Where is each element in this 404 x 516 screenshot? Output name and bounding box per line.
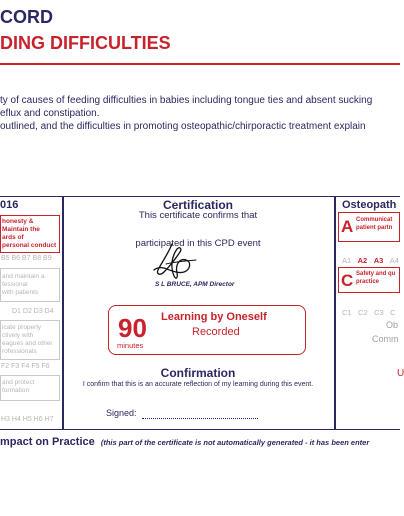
code-a4: A4 xyxy=(389,256,399,265)
impact-note-suffix: automatically generated - it has been enter xyxy=(215,438,370,447)
page-subtitle: DING DIFFICULTIES xyxy=(0,33,171,53)
column-divider-right xyxy=(334,196,336,430)
header-divider xyxy=(0,63,400,65)
standard-h-label-2: formation xyxy=(2,387,30,394)
standard-b-label-3: ards of xyxy=(2,234,24,241)
signature-image xyxy=(150,240,200,282)
theme-c-label-1: Safety and qu xyxy=(356,271,396,277)
learning-type-title: Learning by Oneself xyxy=(161,311,267,323)
description-line-2: eflux and constipation. xyxy=(0,108,100,119)
code-c1: C1 xyxy=(342,308,352,317)
standard-h-codes: H3 H4 H5 H6 H7 xyxy=(1,416,54,423)
standard-f-label-4: rofessionals xyxy=(2,348,37,355)
standard-b-label-2: Maintain the xyxy=(2,226,40,233)
theme-a-letter: A xyxy=(341,217,354,236)
theme-a-label-1: Communicat xyxy=(356,217,393,223)
certification-participated-text: participated in this CPD event xyxy=(135,238,261,249)
hours-unit: minutes xyxy=(117,341,144,350)
standard-h-label-1: and protect xyxy=(2,379,35,386)
impact-note-prefix: (this part of the certificate is xyxy=(100,438,204,447)
standard-f-codes: F2 F3 F4 F5 F6 xyxy=(1,363,50,370)
standard-f-label-1: icate properly xyxy=(2,324,42,331)
page-title: CORD xyxy=(0,7,53,27)
certification-confirms-text: This certificate confirms that xyxy=(138,210,258,221)
standard-f-label-3: eagues and other xyxy=(2,340,53,347)
standard-d-box xyxy=(0,268,60,302)
standard-b-label-4: personal conduct xyxy=(2,242,57,249)
impact-note xyxy=(101,438,369,447)
learning-status: Recorded xyxy=(192,326,240,338)
objectives-label: Ob xyxy=(386,320,399,330)
code-a2: A2 xyxy=(357,256,368,265)
standard-d-label-1: and maintain a xyxy=(2,273,45,280)
standards-heading: 016 xyxy=(0,199,19,211)
theme-a-box xyxy=(338,212,400,242)
standard-f-label-2: ctively with xyxy=(2,332,34,339)
confirmation-text: I confirm that this is an accurate reflection of my learning during this event. xyxy=(82,381,314,388)
standard-d-label-3: with patients xyxy=(2,289,39,296)
standard-d-codes: D1 D2 D3 D4 xyxy=(12,308,54,315)
description-line-1: ty of causes of feeding difficulties in babies including tongue ties and absent sucking xyxy=(0,95,373,106)
standard-b-label-1: honesty & xyxy=(2,218,34,225)
standard-b-codes: B5 B6 B7 B8 B9 xyxy=(1,255,52,262)
code-a3: A3 xyxy=(373,256,384,265)
code-c2: C2 xyxy=(358,308,368,317)
standard-h-box xyxy=(0,375,60,401)
code-c4: C xyxy=(390,308,396,317)
trailing-red-text: U xyxy=(397,368,404,379)
code-a1: A1 xyxy=(342,256,352,265)
impact-note-bold: not xyxy=(203,438,216,447)
certification-title: Certification xyxy=(162,198,233,212)
column-divider-left xyxy=(62,196,64,430)
signatory-name: S L BRUCE, APM Director xyxy=(155,281,235,288)
standard-f-box xyxy=(0,320,60,360)
description-line-3: outlined, and the difficulties in promoting osteopathic/chirporactic treatment explain xyxy=(0,121,366,132)
standard-d-label-2: fessional xyxy=(2,281,28,288)
communication-label: Comm xyxy=(372,334,399,344)
standard-b-box xyxy=(0,215,60,253)
impact-heading-text: mpact on Practice xyxy=(0,436,95,448)
code-c3: C3 xyxy=(374,308,384,317)
theme-c-box xyxy=(338,267,400,293)
theme-c-codes xyxy=(342,302,396,320)
theme-a-codes xyxy=(342,250,399,268)
signed-label: Signed: xyxy=(106,408,137,418)
osteopath-standards-heading: Osteopath xyxy=(342,199,397,211)
theme-c-letter: C xyxy=(341,271,354,290)
theme-a-label-2: patient partn xyxy=(356,225,393,231)
hours-value: 90 xyxy=(118,313,147,343)
impact-heading xyxy=(0,436,369,448)
confirmation-title: Confirmation xyxy=(160,366,236,380)
theme-c-label-2: practice xyxy=(356,279,380,285)
learning-hours-box xyxy=(108,305,306,355)
signature-field[interactable] xyxy=(142,418,258,419)
